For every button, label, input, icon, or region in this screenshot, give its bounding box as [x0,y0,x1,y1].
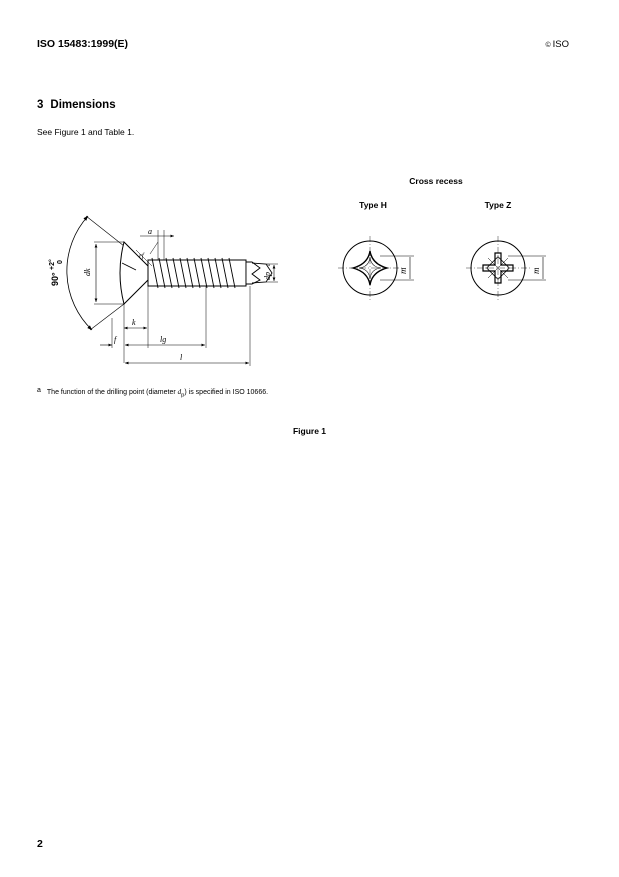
rf-leader-2 [150,242,158,254]
l-label: l [180,353,183,362]
footnote-variable: d [177,388,182,396]
angle-extension-bottom [90,304,124,330]
type-z-label: Type Z [484,200,512,210]
screw-head [120,242,148,304]
footnote-text-before: The function of the drilling point (diameter [46,389,176,396]
angle-label: 90° [50,272,60,286]
angle-extension-top [86,216,124,246]
type-z-recess-drawing [466,236,550,300]
screw-drawing [40,208,290,374]
angle-tolerance-plus: +2° [49,259,56,270]
footnote-text-after: ) is specified in ISO 10666. [184,389,269,396]
f-label: f [114,335,117,344]
k-label: k [132,318,136,327]
a-label: a [148,227,152,236]
type-z-m-label: m [531,267,541,274]
dp-label: dp [263,272,272,280]
cross-recess-label: Cross recess [409,176,463,186]
type-h-label: Type H [359,200,387,210]
copyright-org: ISO [552,39,569,50]
angle-tolerance-minus: 0 [57,260,64,264]
section-number: 3 [37,99,44,111]
drill-point [246,262,260,284]
section-intro: See Figure 1 and Table 1. [37,127,135,137]
figure-footnote [37,387,268,398]
lg-label: lg [160,335,167,344]
section-heading [37,99,116,111]
footnote-subscript: p [181,392,185,399]
section-title: Dimensions [50,99,116,111]
dp-footnote-mark: a [267,263,272,266]
copyright-notice [545,39,569,50]
type-h-recess-drawing [338,236,420,300]
type-h-m-label: m [398,267,408,274]
dk-label: dk [83,268,92,276]
figure-caption: Figure 1 [292,426,327,436]
copyright-symbol: © [545,42,551,49]
document-id: ISO 15483:1999(E) [37,38,129,50]
page-number: 2 [37,838,43,850]
footnote-marker: a [37,387,41,394]
rf-label: rf [139,252,144,260]
